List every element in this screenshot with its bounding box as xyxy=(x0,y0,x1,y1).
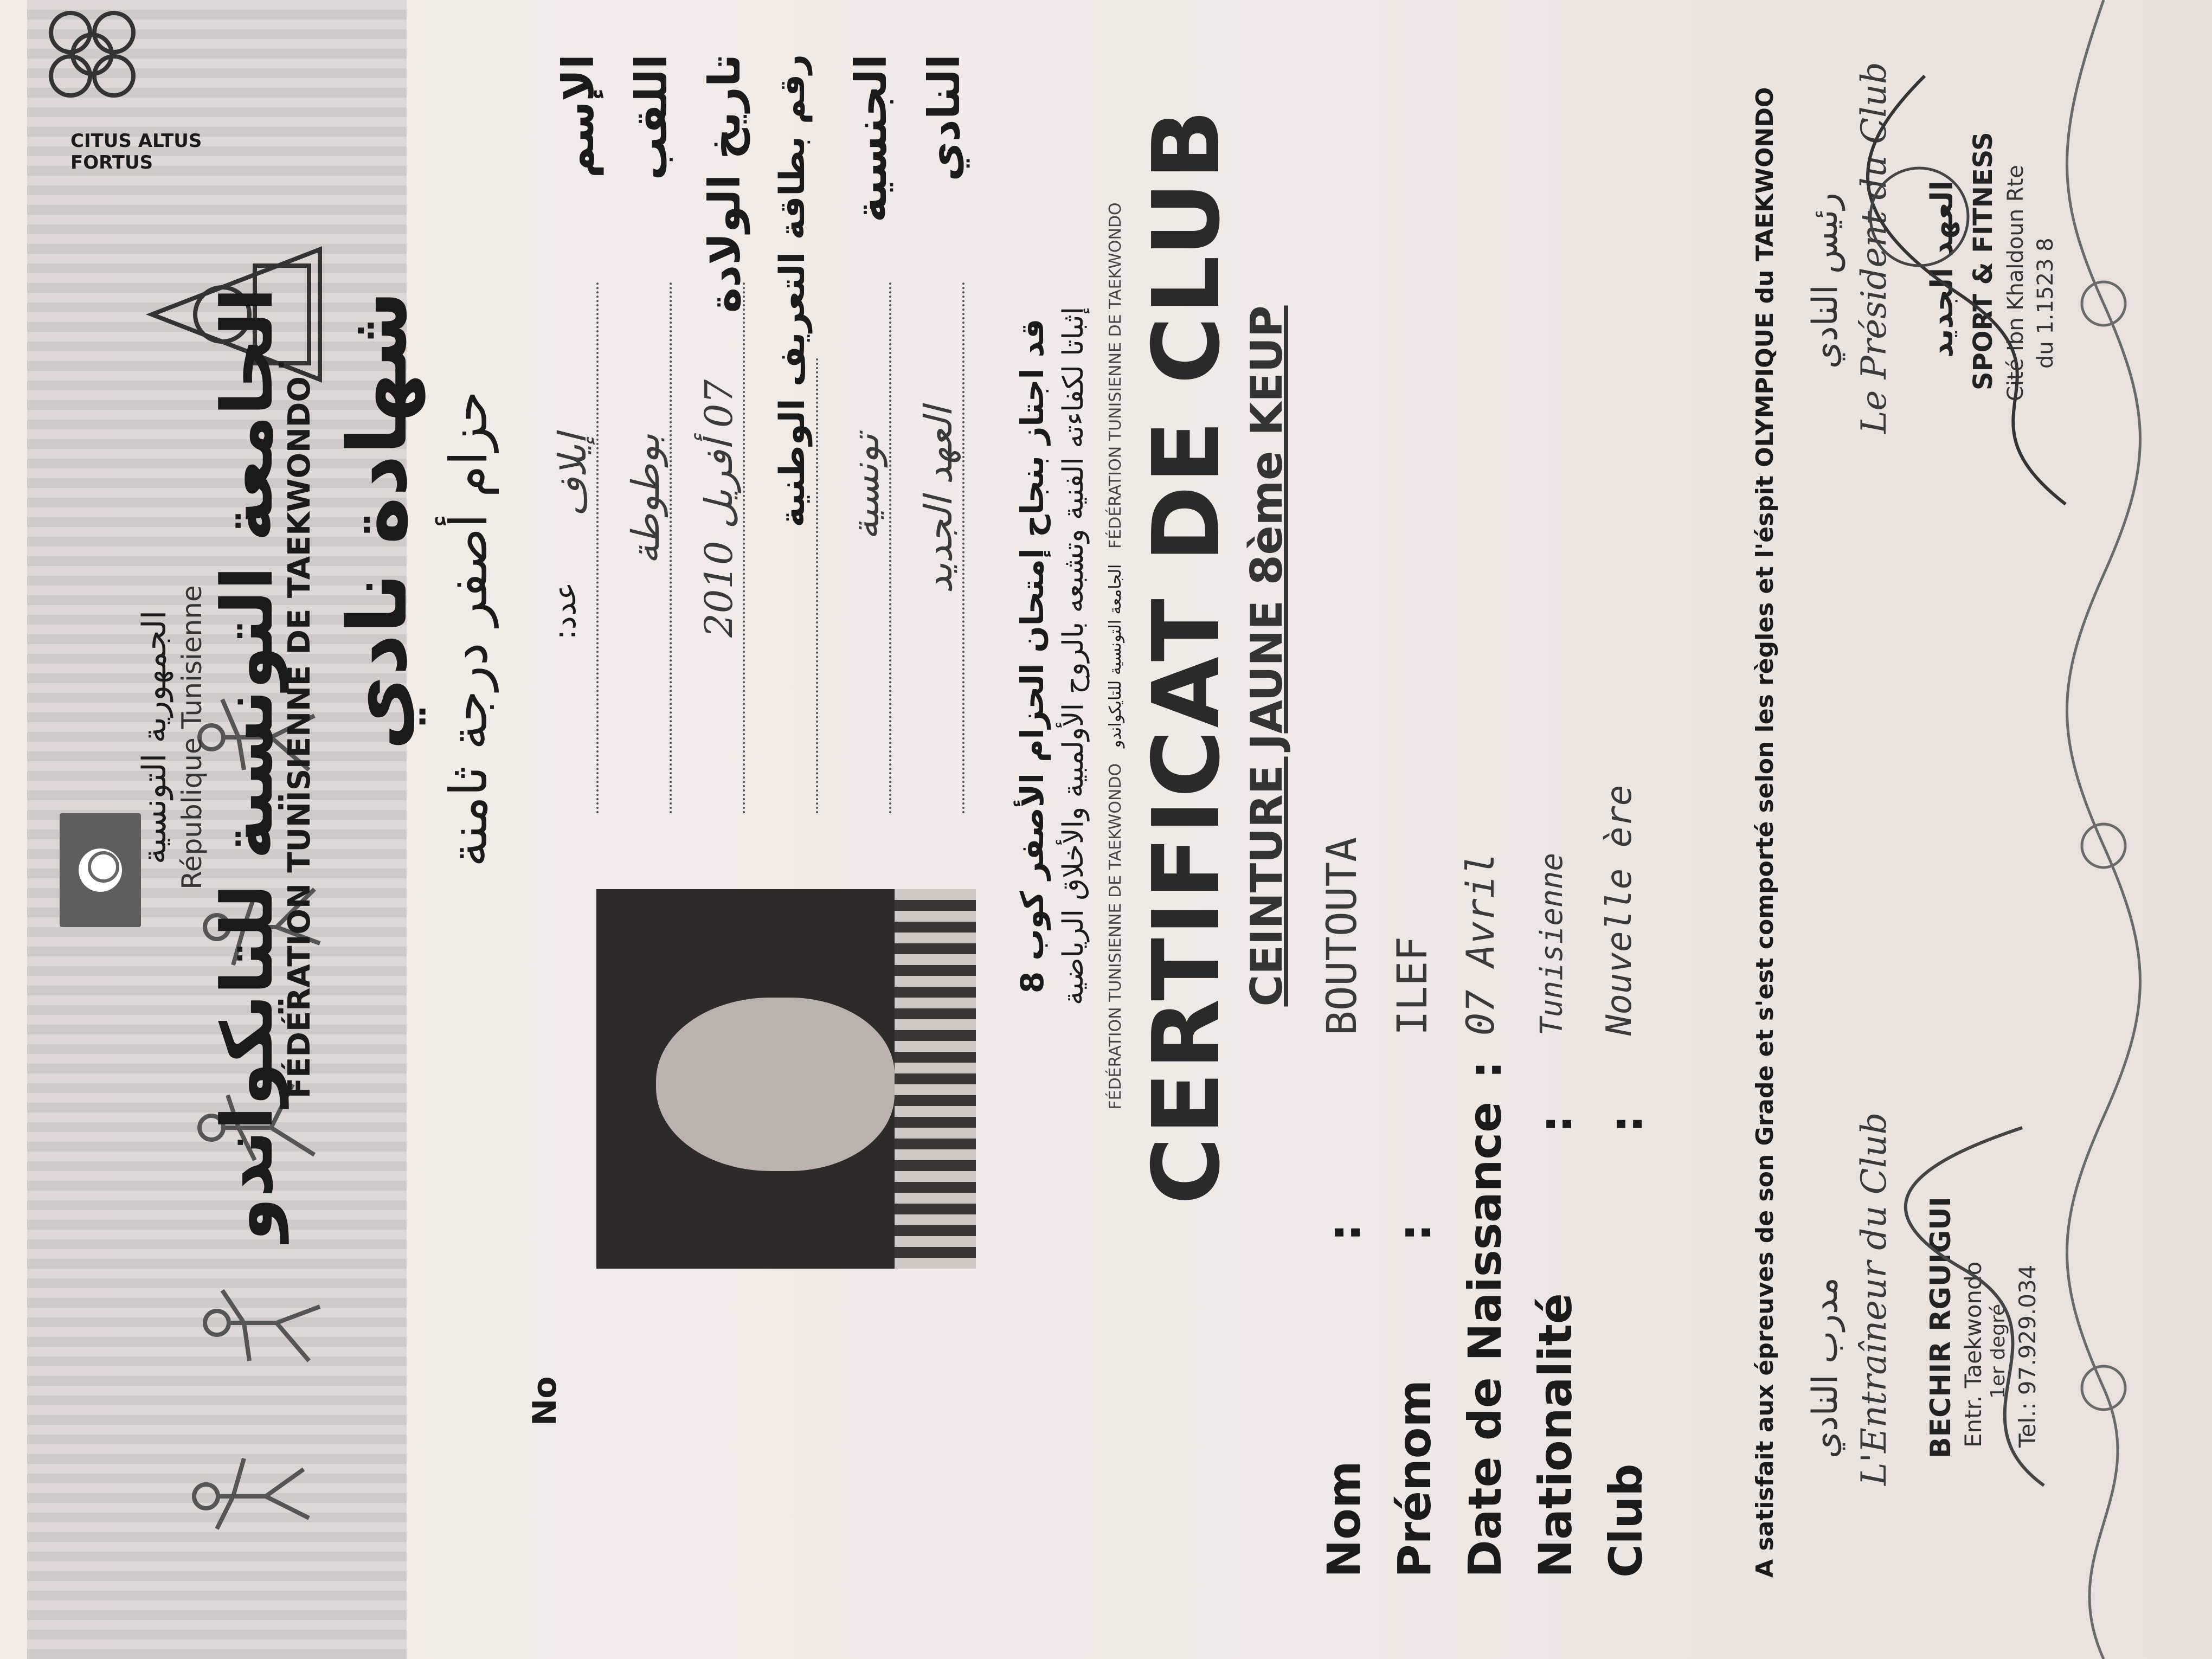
federation-fr: FÉDÉRATION TUNISIENNE DE TAEKWONDO xyxy=(282,376,317,1099)
number-label-ar: عدد: xyxy=(548,582,583,640)
coach-stamp-name: BECHIR RGUIGUI xyxy=(1925,1197,1957,1458)
statement-fr: A satisfait aux épreuves de son Grade et s'est comporté selon les règles et l'éspit OLYMPIQUE du TAEKWONDO xyxy=(1751,87,1779,1578)
field-fr-0: Nom : BOUTOUTA xyxy=(1317,837,1371,1578)
field-fr-1: Prénom : ILEF xyxy=(1388,936,1441,1578)
coach-stamp-line2: Entr. Taekwondo xyxy=(1960,1261,1986,1448)
small-federation-line: FÉDÉRATION TUNISIENNE DE TAEKWONDO الجامعة التونسية للتايكواندو FÉDÉRATION TUNISIENNE DE TAEKWONDO xyxy=(1106,202,1125,1110)
coach-stamp-line3: 1er degré xyxy=(1987,1303,2009,1399)
field-ar-0: الإسم إيلاف xyxy=(553,54,613,857)
title-fr: CERTIFICAT DE CLUB xyxy=(1133,107,1240,1205)
field-fr-3: Nationalité : Tunisienne xyxy=(1529,852,1582,1578)
coach-title-fr: L'Entraîneur du Club xyxy=(1854,1112,1894,1486)
subtitle-ar: حزام أصفر درجة ثامنة xyxy=(439,390,499,867)
field-ar-4: الجنسية تونسية xyxy=(846,54,905,857)
coach-title-ar: مدرب النادي xyxy=(1805,1277,1846,1458)
tunisia-flag-icon xyxy=(60,813,141,927)
certificate-sheet xyxy=(27,0,2185,1659)
republic-fr: République Tunisienne xyxy=(176,585,208,890)
field-ar-5: النادي العهد الجديد xyxy=(919,54,979,857)
coach-stamp-tel: Tel.: 97.929.034 xyxy=(2014,1264,2041,1448)
floral-border xyxy=(2022,0,2185,1659)
field-ar-1: اللقب بوطوطة xyxy=(626,54,686,857)
subtitle-fr: CEINTURE JAUNE 8ème KEUP xyxy=(1242,305,1292,1007)
citus-motto: CITUS ALTUS FORTUS xyxy=(70,130,202,173)
field-ar-2: تاريخ الولادة 07 أفريل 2010 xyxy=(699,54,759,857)
federation-ar: الجامعة التونسية للتايكواندو xyxy=(206,287,288,1242)
president-stamp-line2: Cité Ibn Khaldoun Rte xyxy=(2003,165,2028,401)
number-label-fr: No xyxy=(526,1376,564,1426)
student-photo xyxy=(596,889,976,1269)
field-ar-3: رقم بطاقة التعريف الوطنية xyxy=(773,54,832,857)
president-title-ar: رئيس النادي xyxy=(1805,192,1846,369)
statement-ar-1: قد اجتاز بنجاح إمتحان الحزام الأصفر كوب 8 xyxy=(1014,318,1051,994)
olympic-rings-icon xyxy=(38,0,201,108)
president-title-fr: Le Président du Club xyxy=(1854,62,1894,434)
field-fr-2: Date de Naissance : 07 Avril xyxy=(1458,852,1512,1578)
president-stamp-ar: العهد الجديد xyxy=(1925,181,1960,358)
president-stamp-line3: du 1.1523 8 xyxy=(2033,237,2058,369)
title-ar: شهادة نادي xyxy=(331,291,425,750)
republic-ar: الجمهورية التونسية xyxy=(136,610,173,865)
president-stamp-line1: SPORT & FITNESS xyxy=(1968,132,1998,390)
statement-ar-2: إثباتا لكفاءته الفنية وتشبعه بالروح الأولمبية والأخلاق الرياضية xyxy=(1057,306,1090,1006)
field-fr-4: Club : Nouvelle ère xyxy=(1599,785,1652,1578)
